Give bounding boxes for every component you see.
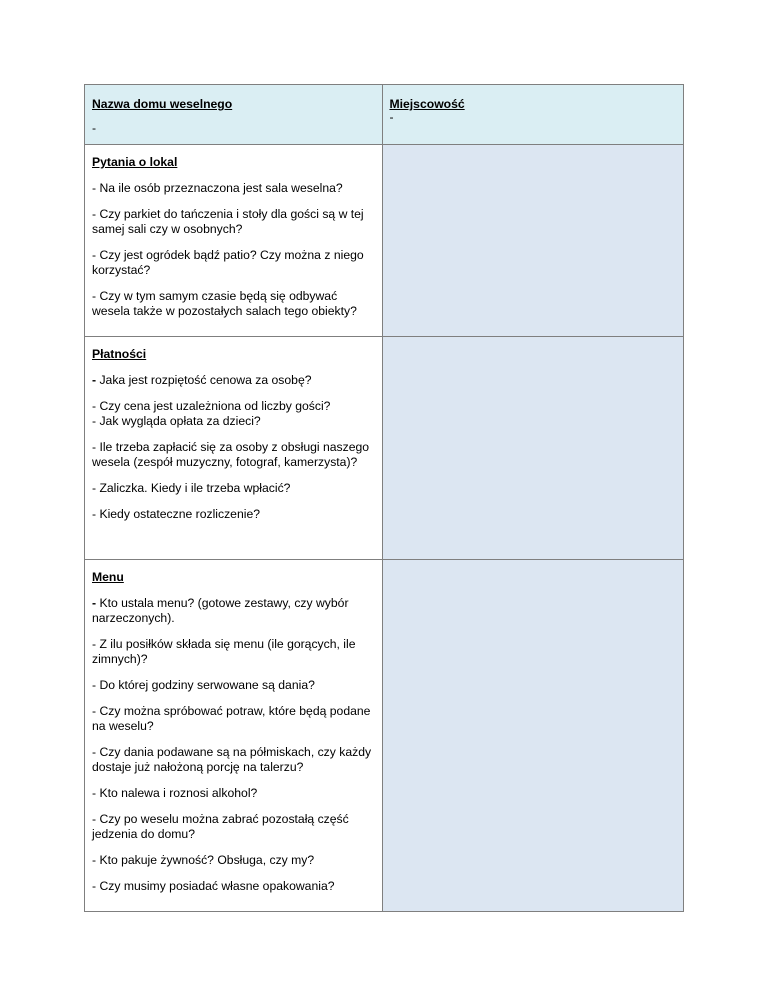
question-item: - Czy w tym samym czasie będą się odbywać wesela także w pozostałych salach tego obiekty? [92, 289, 357, 318]
city-label: Miejscowość [389, 97, 465, 111]
menu-row [85, 560, 684, 912]
menu-item: - Kto nalewa i roznosi alkohol? [92, 786, 258, 800]
venue-name-label: Nazwa domu weselnego [92, 97, 233, 111]
payment-item [92, 399, 374, 429]
payments-heading: Płatności [92, 347, 147, 361]
menu-item: - Do której godziny serwowane są dania? [92, 678, 315, 692]
venue-questions-cell [85, 145, 383, 337]
menu-cell [85, 560, 383, 912]
payments-row [85, 337, 684, 560]
checklist-table [84, 84, 684, 912]
venue-name-cell [85, 85, 383, 145]
payment-item [92, 373, 374, 388]
menu-item: - Czy można spróbować potraw, które będą podane na weselu? [92, 704, 371, 733]
payments-cell [85, 337, 383, 560]
payment-item-text: - Czy cena jest uzależniona od liczby gości? [92, 399, 331, 413]
question-item: - Na ile osób przeznaczona jest sala weselna? [92, 181, 343, 195]
menu-item: - Czy dania podawane są na półmiskach, czy każdy dostaje już nałożoną porcję na talerzu? [92, 745, 372, 774]
bullet-dash: - [92, 596, 97, 610]
menu-item: - Z ilu posiłków składa się menu (ile gorących, ile zimnych)? [92, 637, 356, 666]
city-cell [383, 85, 684, 145]
venue-questions-heading: Pytania o lokal [92, 155, 178, 169]
menu-heading: Menu [92, 570, 124, 584]
menu-notes[interactable] [383, 560, 684, 912]
payment-item: - Kiedy ostateczne rozliczenie? [92, 507, 261, 521]
menu-item [92, 596, 374, 626]
city-value: - [389, 110, 394, 124]
menu-item: - Czy po weselu można zabrać pozostałą część jedzenia do domu? [92, 812, 349, 841]
payment-item: - Zaliczka. Kiedy i ile trzeba wpłacić? [92, 481, 291, 495]
bullet-dash: - [92, 373, 97, 387]
menu-item-text: Kto ustala menu? (gotowe zestawy, czy wybór narzeczonych). [92, 596, 349, 625]
question-item: - Czy parkiet do tańczenia i stoły dla gości są w tej samej sali czy w osobnych? [92, 207, 364, 236]
payment-item-text: - Jak wygląda opłata za dzieci? [92, 414, 261, 428]
payment-item: - Ile trzeba zapłacić się za osoby z obsługi naszego wesela (zespół muzyczny, fotograf, kamerzysta)? [92, 440, 370, 469]
payments-notes[interactable] [383, 337, 684, 560]
payment-item-text: Jaka jest rozpiętość cenowa za osobę? [96, 373, 312, 387]
menu-item: - Kto pakuje żywność? Obsługa, czy my? [92, 853, 315, 867]
question-item: - Czy jest ogródek bądź patio? Czy można z niego korzystać? [92, 248, 364, 277]
header-row [85, 85, 684, 145]
venue-questions-notes[interactable] [383, 145, 684, 337]
menu-item: - Czy musimy posiadać własne opakowania? [92, 879, 335, 893]
venue-questions-row [85, 145, 684, 337]
venue-name-value: - [92, 121, 97, 135]
